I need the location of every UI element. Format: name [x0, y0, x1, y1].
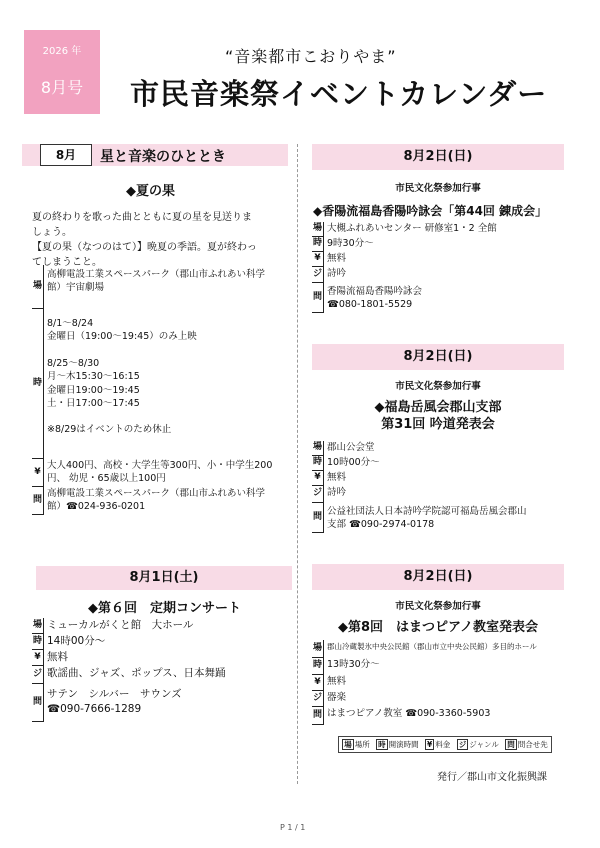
legend-item-genre: ジ ジャンル — [458, 740, 499, 749]
aug1-date-bar: 8月1日(土) — [36, 566, 292, 590]
aug2a-info-table: 場 大槻ふれあいセンター 研修室1・2 全館 時 9時30分～ ¥ 無料 ジ 詩吟 問 香陽流福島香陽吟詠会 ☎080-1801-5529 — [312, 222, 572, 313]
aug2a-category: 市民文化祭参加行事 — [395, 183, 481, 194]
august-badge: 8月 — [40, 144, 92, 166]
info-row-place: 場 高柳電設工業スペースパーク（郡山市ふれあい科学 館）宇宙劇場 — [32, 265, 294, 309]
info-row-fee: ¥ 大人400円、高校・大学生等300円、小・中学生200 円、 幼児・65歳以上100円 — [32, 459, 294, 487]
issue-month: 8月号 — [40, 78, 84, 97]
legend-box — [338, 736, 552, 753]
august-description: 夏の終わりを歌った曲とともに夏の星を見送りま しょう。 【夏の果（なつのはて）】晩夏の季語。夏が終わっ てしまうこと。 — [32, 212, 257, 268]
aug2b-category: 市民文化祭参加行事 — [395, 381, 481, 392]
column-divider — [297, 144, 298, 784]
contact-label: 問 — [32, 487, 44, 515]
issue-badge — [24, 30, 100, 114]
fee-label: ¥ — [32, 459, 44, 487]
page-title: 市民音楽祭イベントカレンダー — [130, 77, 548, 111]
time-label: 時 — [32, 309, 44, 459]
info-row-contact: 問 高柳電設工業スペースパーク（郡山市ふれあい科学 館）☎024-936-0201 — [32, 487, 294, 515]
legend-item-fee: ¥ 料金 — [427, 740, 451, 749]
legend-item-contact: 問 問合せ先 — [507, 740, 548, 749]
page-number: P 1 / 1 — [280, 823, 306, 832]
aug2c-info-table: 場 郡山冷蔵製氷中央公民館（郡山市立中央公民館）多目的ホール 時 13時30分～ ¥ 無料 ジ 器楽 問 はまつピアノ教室 ☎090-3360-5903 — [312, 640, 574, 725]
august-info-table — [32, 265, 294, 515]
legend-item-place: 場 場所 — [344, 740, 370, 749]
aug2c-date-bar: 8月2日(日) — [312, 564, 564, 590]
info-row-time: 時 8/1～8/24 金曜日（19:00～19:45）のみ上映 8/25～8/30 月～木15:30～16:15 金曜日19:00～19:45 土・日17:00～17:45 ※8/29はイベントのため休止 — [32, 309, 294, 459]
legend-item-time: 時 開演時間 — [378, 740, 419, 749]
page-subtitle: “音楽都市こおりやま” — [225, 47, 397, 66]
publisher: 発行／郡山市文化振興課 — [437, 772, 547, 783]
issue-year: 2026 年 — [42, 46, 82, 57]
aug2b-date-bar: 8月2日(日) — [312, 344, 564, 370]
august-title: 星と音楽のひととき — [100, 149, 226, 165]
aug2b-info-table: 場 郡山公会堂 時 10時00分～ ¥ 無料 ジ 詩吟 問 公益社団法人日本詩吟学院認可福島岳風会郡山 支部 ☎090-2974-0178 — [312, 441, 572, 533]
place-label: 場 — [32, 265, 44, 309]
aug2c-category: 市民文化祭参加行事 — [395, 601, 481, 612]
aug2b-event-title: ◆福島岳風会郡山支部 第31回 吟道発表会 — [374, 400, 502, 432]
august-event-title: ◆夏の果 — [126, 184, 175, 199]
aug1-info-table: 場 ミューカルがくと館 大ホール 時 14時00分～ ¥ 無料 ジ 歌謡曲、ジャズ、ポップス、日本舞踊 問 サテン シルバー サウンズ ☎090-7666-1289 — [32, 618, 294, 722]
aug2a-event-title: ◆香陽流福島香陽吟詠会「第44回 錬成会」 — [313, 204, 548, 218]
aug2a-date-bar: 8月2日(日) — [312, 144, 564, 170]
aug2c-event-title: ◆第8回 はまつピアノ教室発表会 — [337, 620, 538, 635]
aug1-event-title: ◆第６回 定期コンサート — [88, 601, 241, 616]
